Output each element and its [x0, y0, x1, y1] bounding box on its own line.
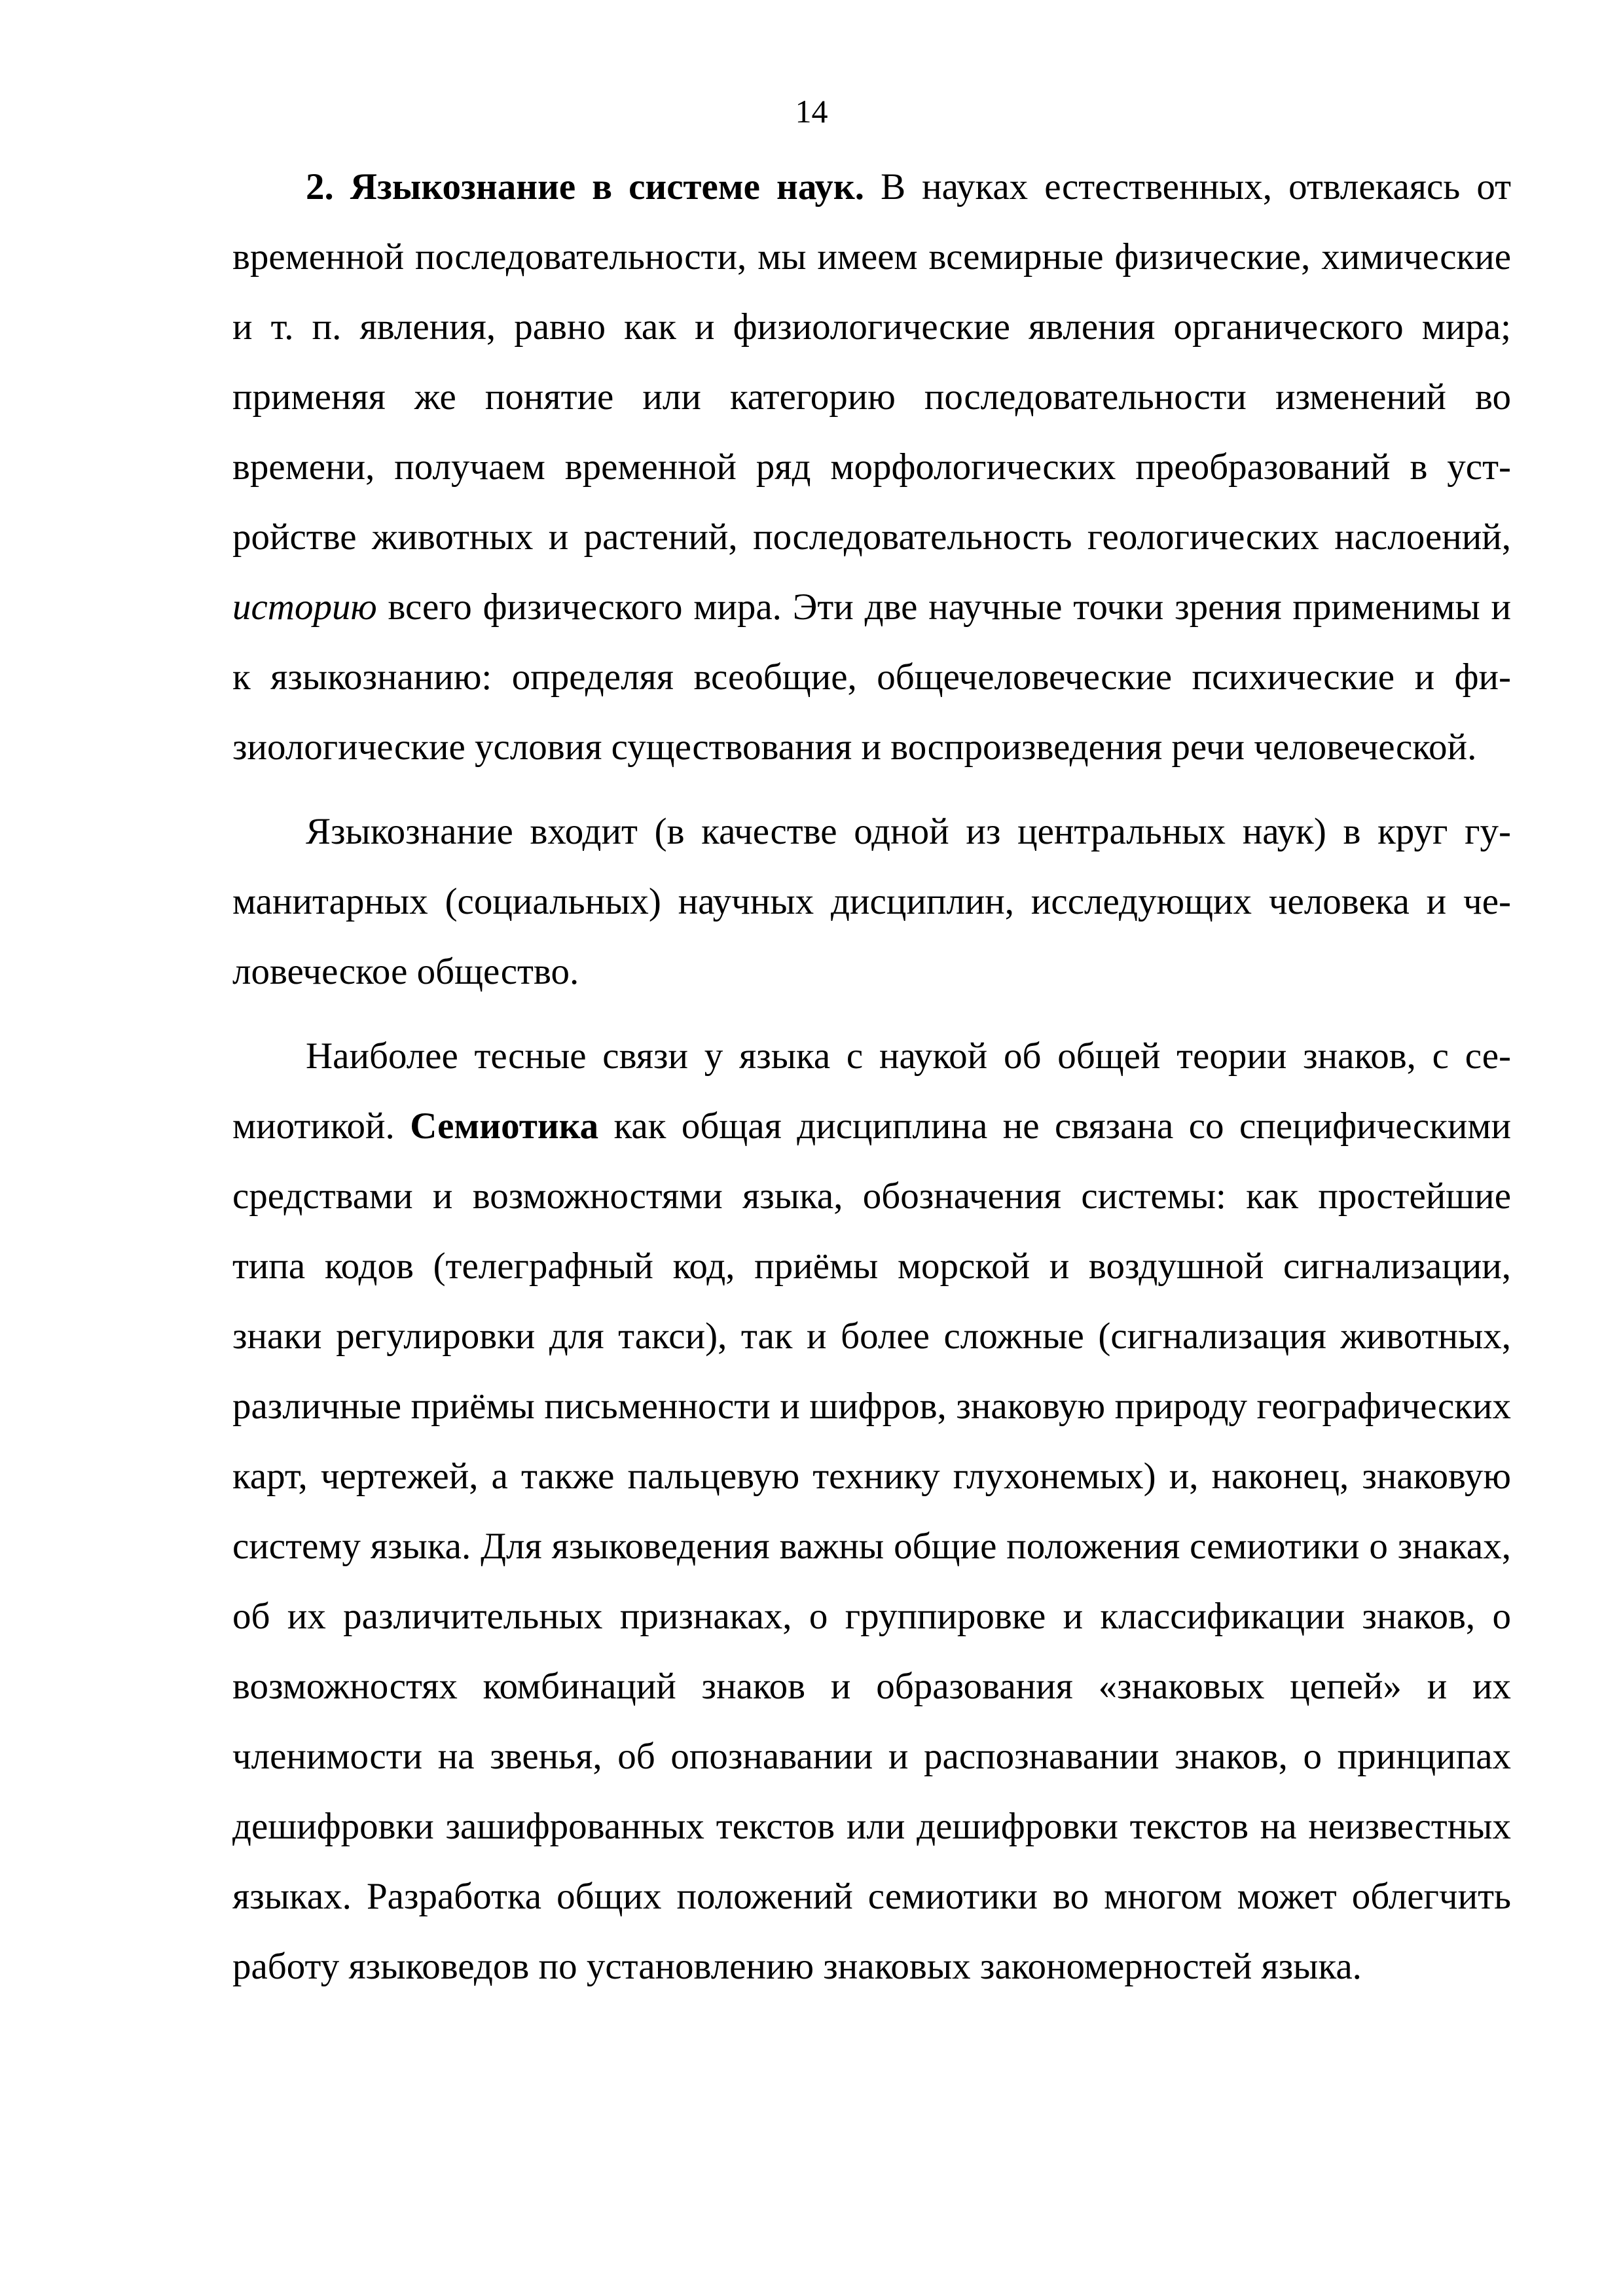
italic-emphasis: историю: [232, 586, 377, 628]
paragraph-text: как общая дисциплина не связана со специфическими средствами и возможностями языка, обозначения системы: как простейшие типа кодов (телеграфный код, приёмы морской и воздушной сигнализации, знаки регулировки для такси), так и более сложные (сигнализация животных, различные приёмы письменности и шифров, знаковую природу географических карт, чертежей, а также пальцевую технику глухонемых) и, наконец, знаковую систему языка. Для языковедения важны общие положения семиотики о знаках, об их различительных признаках, о группировке и классификации знаков, о возможностях комбинаций знаков и образования «знаковых цепей» и их членимости на звенья, об опознавании и распознавании знаков, о принципах дешифровки зашифрованных текстов или дешифровки текстов на неизвестных языках. Разработка общих положений семиотики во многом может облегчить работу языковедов по установлению знаковых закономерностей языка.: [232, 1105, 1512, 1987]
paragraph-text: Языкознание входит (в качестве одной из центральных наук) в круг гуманитарных (социальных) научных дисциплин, исследующих человека и человеческое общество.: [232, 811, 1511, 992]
paragraph-linguistics-in-sciences: [232, 152, 1511, 782]
bold-term: Семиотика: [410, 1105, 599, 1147]
paragraph-text: всего физического мира. Эти две научные точки зрения применимы и к языкознанию: определяя всеобщие, общечеловеческие психические и физиологические условия существования и воспроизведения речи человеческой.: [232, 586, 1511, 768]
section-heading: 2. Языкознание в системе наук.: [306, 166, 865, 207]
body-text: [232, 152, 1511, 2001]
paragraph-text: В науках естественных, отвлекаясь от временной последовательности, мы имеем всемирные физические, химические и т. п. явления, равно как и физиологические явления органического мира; применяя же понятие или категорию последовательности изменений во времени, получаем временной ряд морфологических преобразований в устройстве животных и растений, последовательность геологических наслоений,: [232, 166, 1511, 558]
paragraph-text: Наиболее тесные связи у языка с наукой об общей теории знаков, с семиотикой.: [232, 1035, 1511, 1147]
paragraph-semiotics: [232, 1021, 1511, 2001]
page-number: 14: [795, 93, 828, 130]
paragraph-humanities: [232, 797, 1511, 1007]
